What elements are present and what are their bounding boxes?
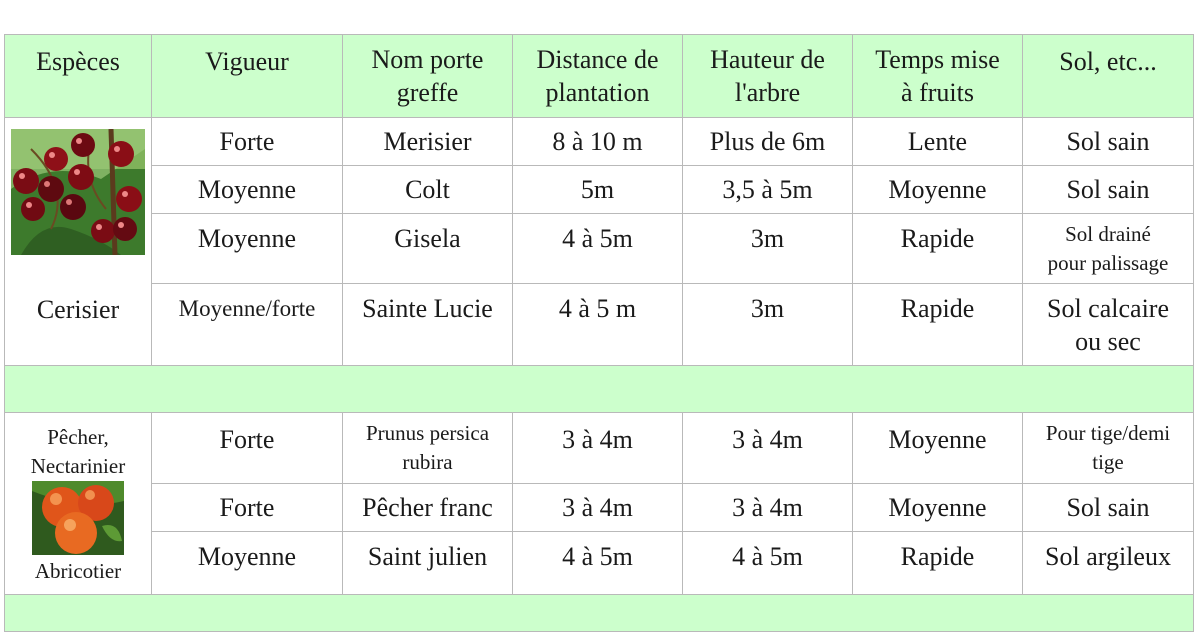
sol-cell: Sol sain [1023,166,1194,214]
hauteur-cell: 3,5 à 5m [683,166,853,214]
vigueur-cell: Moyenne [152,532,343,595]
hauteur-cell: 4 à 5m [683,532,853,595]
hauteur-cell: 3m [683,284,853,366]
header-distance: Distance de plantation [513,35,683,118]
header-hauteur: Hauteur de l'arbre [683,35,853,118]
sol-cell: Sol calcaire ou sec [1023,284,1194,366]
sol-cell: Sol sain [1023,484,1194,532]
temps-cell: Rapide [853,284,1023,366]
cherries-photo [11,129,145,255]
distance-cell: 3 à 4m [513,413,683,484]
vigueur-cell: Moyenne [152,166,343,214]
hauteur-cell: 3m [683,214,853,284]
distance-cell: 4 à 5m [513,214,683,284]
header-especes: Espèces [5,35,152,118]
species-cerisier: Cerisier [36,295,120,324]
species-cell-cerisier [5,118,152,366]
porte-greffe-cell: Colt [343,166,513,214]
temps-cell: Lente [853,118,1023,166]
temps-cell: Rapide [853,532,1023,595]
sol-cell: Sol sain [1023,118,1194,166]
porte-greffe-cell: Gisela [343,214,513,284]
porte-greffe-cell: Saint julien [343,532,513,595]
hauteur-cell: 3 à 4m [683,413,853,484]
distance-cell: 4 à 5m [513,532,683,595]
table-row [5,532,1194,595]
vigueur-cell: Moyenne [152,214,343,284]
temps-cell: Moyenne [853,484,1023,532]
table-row [5,118,1194,166]
vigueur-cell: Moyenne/forte [152,284,343,366]
porte-greffe-cell: Sainte Lucie [343,284,513,366]
header-sol: Sol, etc... [1023,35,1194,118]
table-row [5,166,1194,214]
sol-cell: Sol drainé pour palissage [1023,214,1194,284]
vigueur-cell: Forte [152,484,343,532]
separator-row [5,366,1194,413]
separator-band [5,595,1194,632]
sol-cell: Pour tige/demi tige [1023,413,1194,484]
header-porte-greffe: Nom porte greffe [343,35,513,118]
porte-greffe-cell: Merisier [343,118,513,166]
temps-cell: Rapide [853,214,1023,284]
header-row [5,35,1194,118]
header-temps: Temps mise à fruits [853,35,1023,118]
apricots-photo [32,481,124,555]
distance-cell: 4 à 5 m [513,284,683,366]
distance-cell: 3 à 4m [513,484,683,532]
separator-band [5,366,1194,413]
temps-cell: Moyenne [853,166,1023,214]
table-row [5,484,1194,532]
vigueur-cell: Forte [152,413,343,484]
table-row [5,284,1194,366]
header-vigueur: Vigueur [152,35,343,118]
sol-cell: Sol argileux [1023,532,1194,595]
temps-cell: Moyenne [853,413,1023,484]
species-abricotier: Abricotier [34,559,122,583]
separator-row [5,595,1194,632]
table-row [5,413,1194,484]
distance-cell: 5m [513,166,683,214]
porte-greffe-cell: Prunus persica rubira [343,413,513,484]
species-cell-pecher [5,413,152,595]
distance-cell: 8 à 10 m [513,118,683,166]
table-row [5,214,1194,284]
species-pecher-nectarinier: Pêcher, Nectarinier [30,425,126,478]
hauteur-cell: Plus de 6m [683,118,853,166]
vigueur-cell: Forte [152,118,343,166]
hauteur-cell: 3 à 4m [683,484,853,532]
rootstock-table [4,34,1194,632]
porte-greffe-cell: Pêcher franc [343,484,513,532]
